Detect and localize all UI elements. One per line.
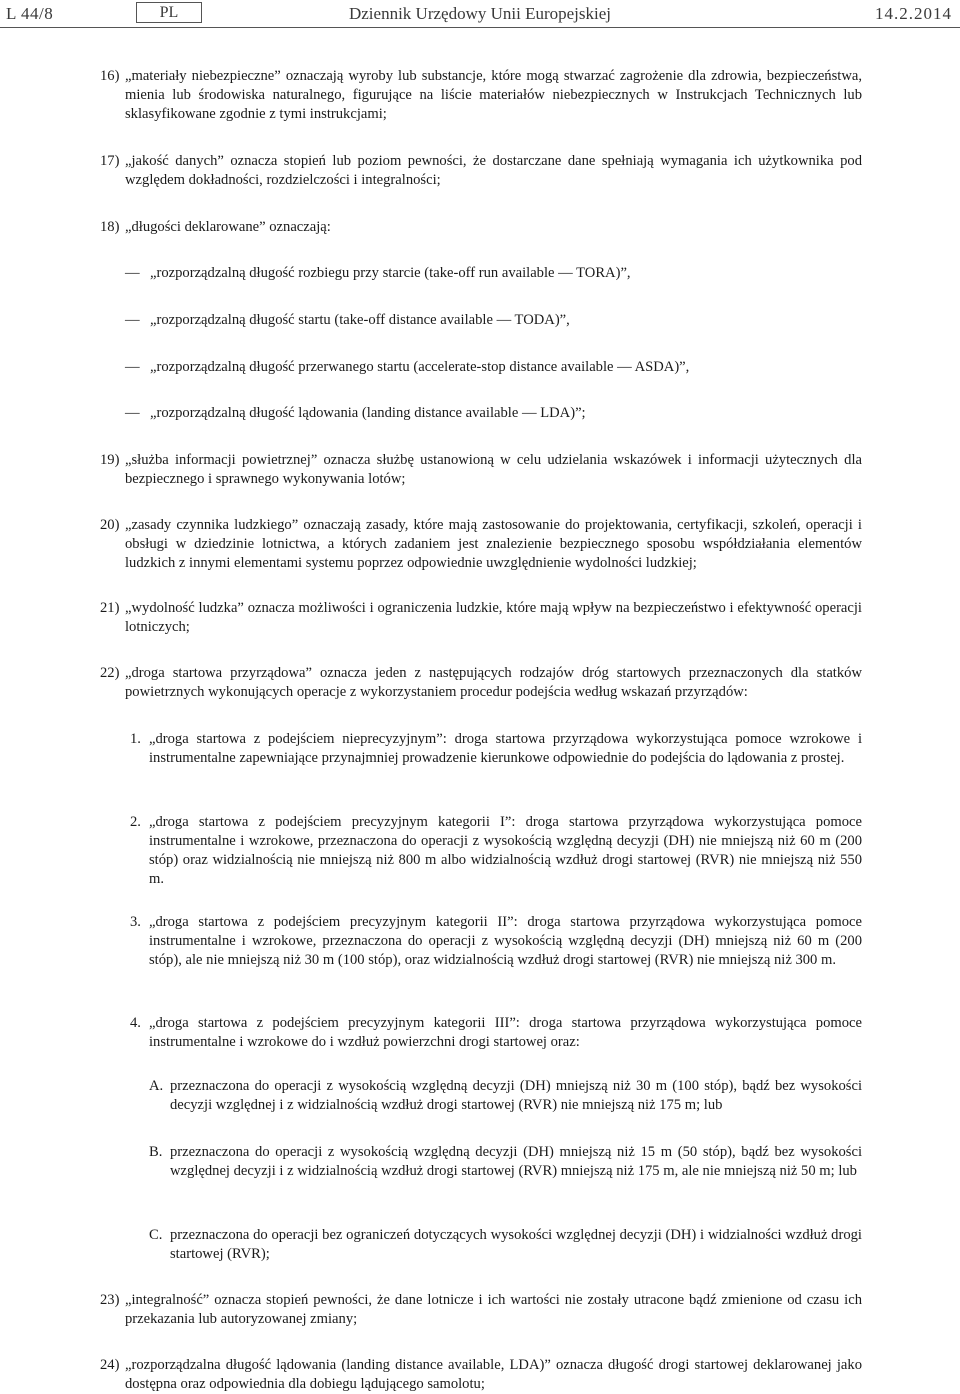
item-number: 16) bbox=[100, 68, 120, 84]
runway-precision-cat-3: „droga startowa z podejściem precyzyjnym kategorii III”: droga startowa przyrządowa wykorzystująca pomoce instrumentalne i wzrokowe do i wzdłuż powierzchni drogi startowej oraz: bbox=[149, 1015, 862, 1050]
definition-19: „służba informacji powietrznej” oznacza służbę ustanowioną w celu udzielania wskazówek i informacji użytecznych dla bezpiecznego i sprawnego wykonywania lotów; bbox=[125, 452, 862, 487]
item-number: 24) bbox=[100, 1357, 120, 1373]
letter-marker: A. bbox=[149, 1078, 164, 1094]
item-number: 21) bbox=[100, 600, 120, 616]
definition-22: „droga startowa przyrządowa” oznacza jeden z następujących rodzajów dróg startowych przeznaczonych dla statków powietrznych wykonujących operacje z wykorzystaniem procedur podejścia według wskazań przyrządów: bbox=[125, 665, 862, 700]
dash-marker: — bbox=[125, 265, 140, 281]
item-number: 22) bbox=[100, 665, 120, 681]
definition-20: „zasady czynnika ludzkiego” oznaczają zasady, które mają zastosowanie do projektowania, certyfikacji, szkoleń, operacji i obsługi w dziedzinie lotnictwa, a których zadaniem jest znalezienie bezpiecznego sposobu współdziałania elementów ludzkich z innymi elementami systemu poprzez odpowiednie uwzględnienie wydolności ludzkiej; bbox=[125, 517, 862, 571]
item-number: 18) bbox=[100, 219, 120, 235]
runway-non-precision: „droga startowa z podejściem nieprecyzyjnym”: droga startowa przyrządowa wykorzystująca pomoce wzrokowe i instrumentalne zapewniające przynajmniej prowadzenie kierunkowe odpowiednie do podejścia do lądowania z prostej. bbox=[149, 731, 862, 766]
subitem-number: 1. bbox=[130, 731, 141, 747]
subitem-number: 2. bbox=[130, 814, 141, 830]
subitem-number: 4. bbox=[130, 1015, 141, 1031]
definition-17: „jakość danych” oznacza stopień lub poziom pewności, że dostarczane dane spełniają wymagania ich użytkownika pod względem dokładności, rozdzielczości i integralności; bbox=[125, 153, 862, 188]
definition-24: „rozporządzalna długość lądowania (landing distance available, LDA)” oznacza długość drogi startowej deklarowanej jako dostępna oraz odpowiednia dla dobiegu lądującego samolotu; bbox=[125, 1357, 862, 1392]
page-number: L 44/8 bbox=[6, 4, 54, 23]
runway-precision-cat-1: „droga startowa z podejściem precyzyjnym kategorii I”: droga startowa przyrządowa wykorzystująca pomoce instrumentalne i wzrokowe, przeznaczona do operacji z wysokością względną decyzji (DH) nie mniejszą niż 60 m (200 stóp) oraz widzialnością nie mniejszą niż 800 m albo widzialnością wzdłuż drogi startowej (RVR) nie mniejszą niż 550 m. bbox=[149, 814, 862, 887]
definition-21: „wydolność ludzka” oznacza możliwości i ograniczenia ludzkie, które mają wpływ na bezpieczeństwo i efektywność operacji lotniczych; bbox=[125, 600, 862, 635]
declared-distance-toda: „rozporządzalną długość startu (take-off distance available — TODA)”, bbox=[150, 312, 570, 328]
item-number: 19) bbox=[100, 452, 120, 468]
dash-marker: — bbox=[125, 405, 140, 421]
subitem-number: 3. bbox=[130, 914, 141, 930]
declared-distance-asda: „rozporządzalną długość przerwanego startu (accelerate-stop distance available — ASDA)”, bbox=[150, 359, 690, 375]
cat-3-option-a: przeznaczona do operacji z wysokością względną decyzji (DH) mniejszą niż 30 m (100 stóp), bądź bez wysokości decyzji względnej i z widzialnością wzdłuż drogi startowej (RVR) nie mniejszą niż 175 m; lub bbox=[170, 1078, 862, 1113]
runway-precision-cat-2: „droga startowa z podejściem precyzyjnym kategorii II”: droga startowa przyrządowa wykorzystująca pomoce instrumentalne i wzrokowe, przeznaczona do operacji z wysokością względną decyzji (DH) mniejszą niż 60 m (200 stóp), ale nie mniejszą niż 30 m (100 stóp), oraz widzialnością wzdłuż drogi startowej (RVR) nie mniejszą niż 300 m. bbox=[149, 914, 862, 968]
page-header bbox=[0, 0, 960, 27]
definition-18: „długości deklarowane” oznaczają: bbox=[125, 219, 331, 235]
definition-23: „integralność” oznacza stopień pewności, że dane lotnicze i ich wartości nie zostały utracone bądź zmienione od czasu ich przekazania lub autoryzowanej zmiany; bbox=[125, 1292, 862, 1327]
dash-marker: — bbox=[125, 359, 140, 375]
dash-marker: — bbox=[125, 312, 140, 328]
cat-3-option-c: przeznaczona do operacji bez ograniczeń dotyczących wysokości względnej decyzji (DH) i widzialności wzdłuż drogi startowej (RVR); bbox=[170, 1227, 862, 1262]
language-badge: PL bbox=[136, 2, 202, 23]
cat-3-option-b: przeznaczona do operacji z wysokością względną decyzji (DH) mniejszą niż 15 m (50 stóp), bądź bez wysokości względnej decyzji i z widzialnością wzdłuż drogi startowej (RVR) mniejszą niż 175 m, ale nie mniejszą niż 50 m; lub bbox=[170, 1144, 862, 1179]
item-number: 23) bbox=[100, 1292, 120, 1308]
publication-date: 14.2.2014 bbox=[875, 4, 952, 23]
letter-marker: C. bbox=[149, 1227, 163, 1243]
letter-marker: B. bbox=[149, 1144, 163, 1160]
item-number: 17) bbox=[100, 153, 120, 169]
item-number: 20) bbox=[100, 517, 120, 533]
declared-distance-lda: „rozporządzalną długość lądowania (landing distance available — LDA)”; bbox=[150, 405, 586, 421]
definition-16: „materiały niebezpieczne” oznaczają wyroby lub substancje, które mogą stwarzać zagrożenie dla zdrowia, bezpieczeństwa, mienia lub środowiska naturalnego, figurujące na liście materiałów niebezpiecznych w Instrukcjach Technicznych lub sklasyfikowane zgodnie z tymi instrukcjami; bbox=[125, 68, 862, 122]
journal-title: Dziennik Urzędowy Unii Europejskiej bbox=[348, 4, 611, 23]
declared-distance-tora: „rozporządzalną długość rozbiegu przy starcie (take-off run available — TORA)”, bbox=[150, 265, 631, 281]
header-divider bbox=[0, 27, 960, 28]
